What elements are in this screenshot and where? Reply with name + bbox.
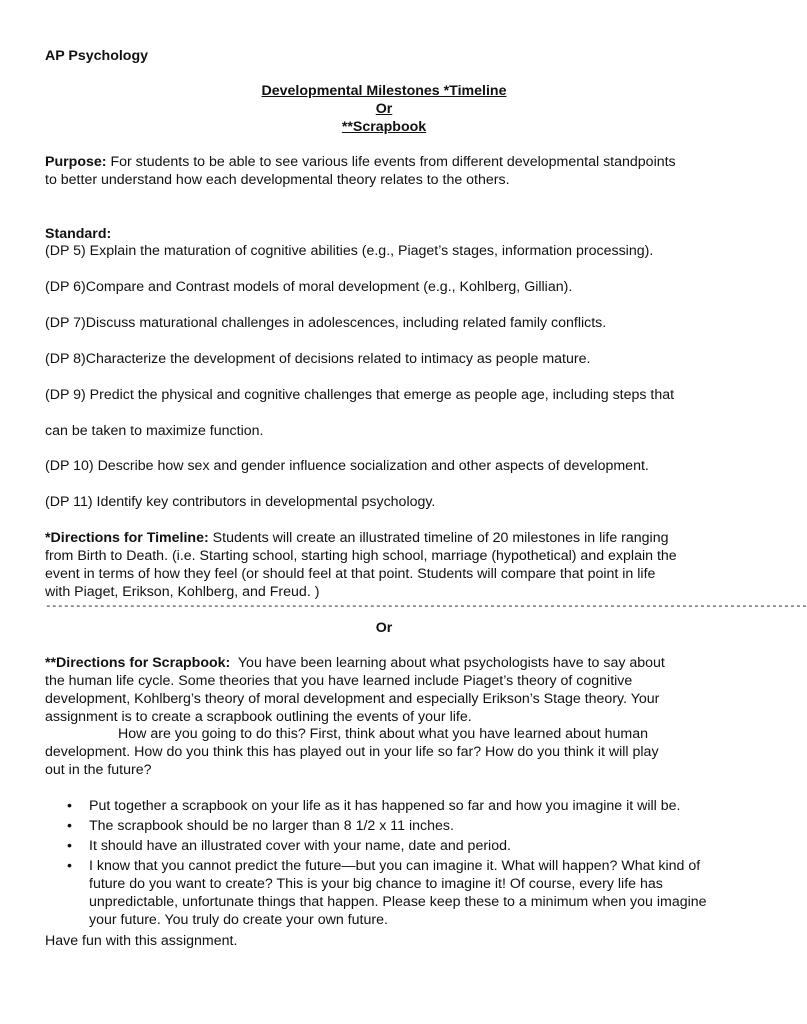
scrapbook-label: **Directions for Scrapbook: <box>45 655 231 671</box>
bullet-icon: • <box>67 858 72 874</box>
list-item: • I know that you cannot predict the future—but you can imagine it. What will happen? What kind of future do you want to create? This is your big chance to imagine it! Of course, every life has unpredictable, unfortunate things that happen. Please keep these to a minimum when you imagine your future. You truly do create your own future. <box>67 858 707 928</box>
standard-item-dp9: (DP 9) Predict the physical and cognitive challenges that emerge as people age, including steps that <box>45 387 675 403</box>
list-item: • The scrapbook should be no larger than 8 1/2 x 11 inches. <box>67 818 454 834</box>
standard-item-dp10: (DP 10) Describe how sex and gender influence socialization and other aspects of development. <box>45 458 649 474</box>
bullet-icon: • <box>67 838 72 854</box>
scrapbook-requirements-list <box>45 797 735 931</box>
list-item: • It should have an illustrated cover with your name, date and period. <box>67 838 511 854</box>
scrapbook-text-3: development, Kohlberg’s theory of moral development and especially Erikson’s Stage theory. Your <box>45 691 660 707</box>
dashed-divider: ------------------------------------------------------------------------------------------------------------------------------- <box>45 601 807 613</box>
purpose-text-2: to better understand how each developmental theory relates to the others. <box>45 172 510 188</box>
purpose-text-1: For students to be able to see various life events from different developmental standpoints <box>106 154 676 170</box>
standard-item-dp11: (DP 11) Identify key contributors in developmental psychology. <box>45 494 436 510</box>
doc-title-scrapbook: **Scrapbook <box>341 119 427 135</box>
standard-item-dp6: (DP 6)Compare and Contrast models of moral development (e.g., Kohlberg, Gillian). <box>45 279 573 295</box>
scrapbook-line-1 <box>45 654 665 672</box>
timeline-text-3: event in terms of how they feel (or should feel at that point. Students will compare that point in life <box>45 566 656 582</box>
scrapbook-paragraph-2-line-1 <box>45 725 648 743</box>
scrapbook-text-1: You have been learning about what psychologists have to say about <box>230 655 665 671</box>
doc-title-or: Or <box>375 101 393 117</box>
scrapbook-text-7: out in the future? <box>45 762 152 778</box>
scrapbook-text-2: the human life cycle. Some theories that you have learned include Piaget’s theory of cognitive <box>45 673 633 689</box>
timeline-text-1: Students will create an illustrated timeline of 20 milestones in life ranging <box>208 530 669 546</box>
purpose-line-1 <box>45 153 676 171</box>
or-separator: Or <box>375 620 393 636</box>
doc-title: Developmental Milestones *Timeline <box>261 83 507 99</box>
timeline-label: *Directions for Timeline: <box>45 530 209 546</box>
scrapbook-text-6: development. How do you think this has played out in your life so far? How do you think it will play <box>45 744 659 760</box>
scrapbook-text-4: assignment is to create a scrapbook outlining the events of your life. <box>45 709 472 725</box>
scrapbook-text-5: How are you going to do this? First, think about what you have learned about human <box>118 726 648 742</box>
closing-line: Have fun with this assignment. <box>45 933 238 949</box>
purpose-label: Purpose: <box>45 154 107 170</box>
bullet-icon: • <box>67 818 72 834</box>
standard-item-dp7: (DP 7)Discuss maturational challenges in adolescences, including related family conflicts. <box>45 315 607 331</box>
standard-item-dp8: (DP 8)Characterize the development of decisions related to intimacy as people mature. <box>45 351 591 367</box>
list-item: • Put together a scrapbook on your life as it has happened so far and how you imagine it will be. <box>67 798 681 814</box>
timeline-line-1 <box>45 529 668 547</box>
standard-item-dp9-cont: can be taken to maximize function. <box>45 423 264 439</box>
timeline-text-4: with Piaget, Erikson, Kohlberg, and Freud. ) <box>45 584 320 600</box>
timeline-text-2: from Birth to Death. (i.e. Starting school, starting high school, marriage (hypothetical) and explain the <box>45 548 677 564</box>
standard-item-dp5: (DP 5) Explain the maturation of cognitive abilities (e.g., Piaget’s stages, information processing). <box>45 243 654 259</box>
course-heading: AP Psychology <box>45 48 149 64</box>
standard-label: Standard: <box>45 226 112 242</box>
bullet-icon: • <box>67 798 72 814</box>
